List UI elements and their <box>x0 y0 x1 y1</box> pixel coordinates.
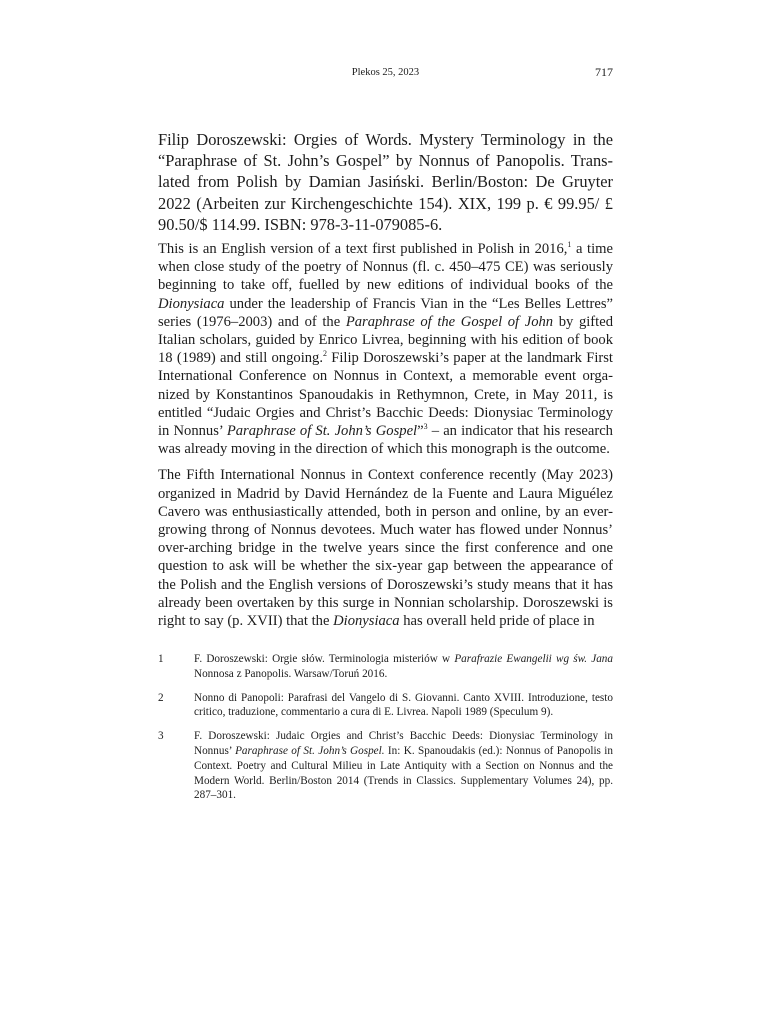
text-run: ” <box>417 423 424 440</box>
bibliographic-details: Translated from Polish by Damian Jasiński. Berlin/Boston: De Gruyter 2022 (Arbeiten zur Kirchengeschichte 154). XIX, 199 p. € 99.95/ £ 90.50/$ 114.99. ISBN: 978-3-11-079085-6. <box>158 151 614 234</box>
text-run: by gifted Italian scholars, guided by Enrico Livrea, beginning with his edition of book 18 (1989) and still ongoing. <box>158 313 613 367</box>
paragraph-1 <box>158 240 613 458</box>
text-run: Filip Doroszewski’s paper at the landmark First International Conference on Nonnus in Context, a memorable event organized by Konstantinos Spanoudakis in Rethymnon, Crete, in May 2011, is entitled “Judaic Orgies and Christ’s Bacchic Deeds: Dionysiac Terminology in Nonnus’ <box>158 350 613 440</box>
text-run: The Fifth International Nonnus in Context conference recently (May 2023) organized in Madrid by David Hernández de la Fuente and Laura Miguélez Cavero was enthusiastically attended, both in person and online, by an ever-growing throng of Nonnus devotees. Much water has flowed under Nonnus’ over-arching bridge in the twelve years since the first conference and one question to ask will be whether the six-year gap between the appearance of the Polish and the English versions of Doroszewski’s study means that it has already been overtaken by this surge in Nonnian scholarship. Doroszewski is right to say (p. XVII) that the <box>158 467 613 630</box>
text-run: a time when close study of the poetry of Nonnus (fl. c. 450–475 CE) was seriously beginning to take off, fuelled by new editions of individual books of the <box>158 241 613 294</box>
footnote-text: F. Doroszewski: Judaic Orgies and Christ’s Bacchic Deeds: Dionysiac Terminology in Nonnus’ <box>194 730 613 757</box>
footnotes <box>158 652 613 812</box>
footnote <box>158 729 613 803</box>
text-run: This is an English version of a text first published in Polish in 2016, <box>158 241 568 257</box>
footnote <box>158 691 613 721</box>
reviewed-author: Filip Doroszewski: <box>158 130 294 149</box>
footnote <box>158 652 613 682</box>
text-run: – an indicator that his research was already moving in the direction of which this monograph is the outcome. <box>158 423 613 458</box>
footnote-number: 3 <box>158 730 164 743</box>
footnote-number: 1 <box>158 653 164 665</box>
footnote-ref-2[interactable]: 2 <box>323 349 327 359</box>
footnote-ref-3[interactable]: 3 <box>423 422 428 432</box>
paragraph-2 <box>158 466 613 630</box>
italic-title: Dionysiaca <box>158 295 225 312</box>
page-number: 717 <box>595 65 613 79</box>
footnote-text: Nonno di Panopoli: Parafrasi del Vangelo di S. Giovanni. Canto XVIII. Introduzione, testo critico, traduzione, commentario a cura di E. Livrea. Napoli 1989 (Speculum 9). <box>194 691 613 719</box>
footnote-text: Nonnosa z Panopolis. Warsaw/Toruń 2016. <box>194 667 388 680</box>
text-run: has overall held pride of place in <box>399 613 595 630</box>
italic-title: Paraphrase of St. John’s Gospel <box>226 423 418 440</box>
review-body <box>158 240 613 638</box>
text-run: under the leadership of Francis Vian in the “Les Belles Lettres” series (1976–2003) and of the <box>158 295 613 330</box>
footnote-text: F. Doroszewski: Orgie słów. Terminologia misteriów w <box>194 653 455 665</box>
footnote-number: 2 <box>158 691 164 704</box>
italic-title: Paraphrase of the Gospel of John <box>345 313 554 330</box>
running-head <box>158 67 613 83</box>
footnote-ref-1[interactable]: 1 <box>567 240 572 249</box>
footnote-italic: Parafrazie Ewangelii wg św. Jana <box>454 653 613 665</box>
footnote-italic: Paraphrase of St. John’s Gospel. <box>235 744 385 757</box>
review-heading <box>158 129 613 235</box>
journal-issue: Plekos 25, 2023 <box>351 67 420 78</box>
italic-title: Dionysiaca <box>333 613 400 630</box>
footnote-text: In: K. Spanoudakis (ed.): Nonnus of Panopolis in Context. Poetry and Cultural Milieu in Late Antiquity with a Section on Nonnus and the Modern World. Berlin/Boston 2014 (Trends in Classics. Supplementary Volumes 24), pp. 287–301. <box>194 744 614 802</box>
reviewed-title: Orgies of Words. Mystery Terminology in the “Paraphrase of St. John’s Gospel” by Nonnus of Panopolis. <box>158 130 613 171</box>
